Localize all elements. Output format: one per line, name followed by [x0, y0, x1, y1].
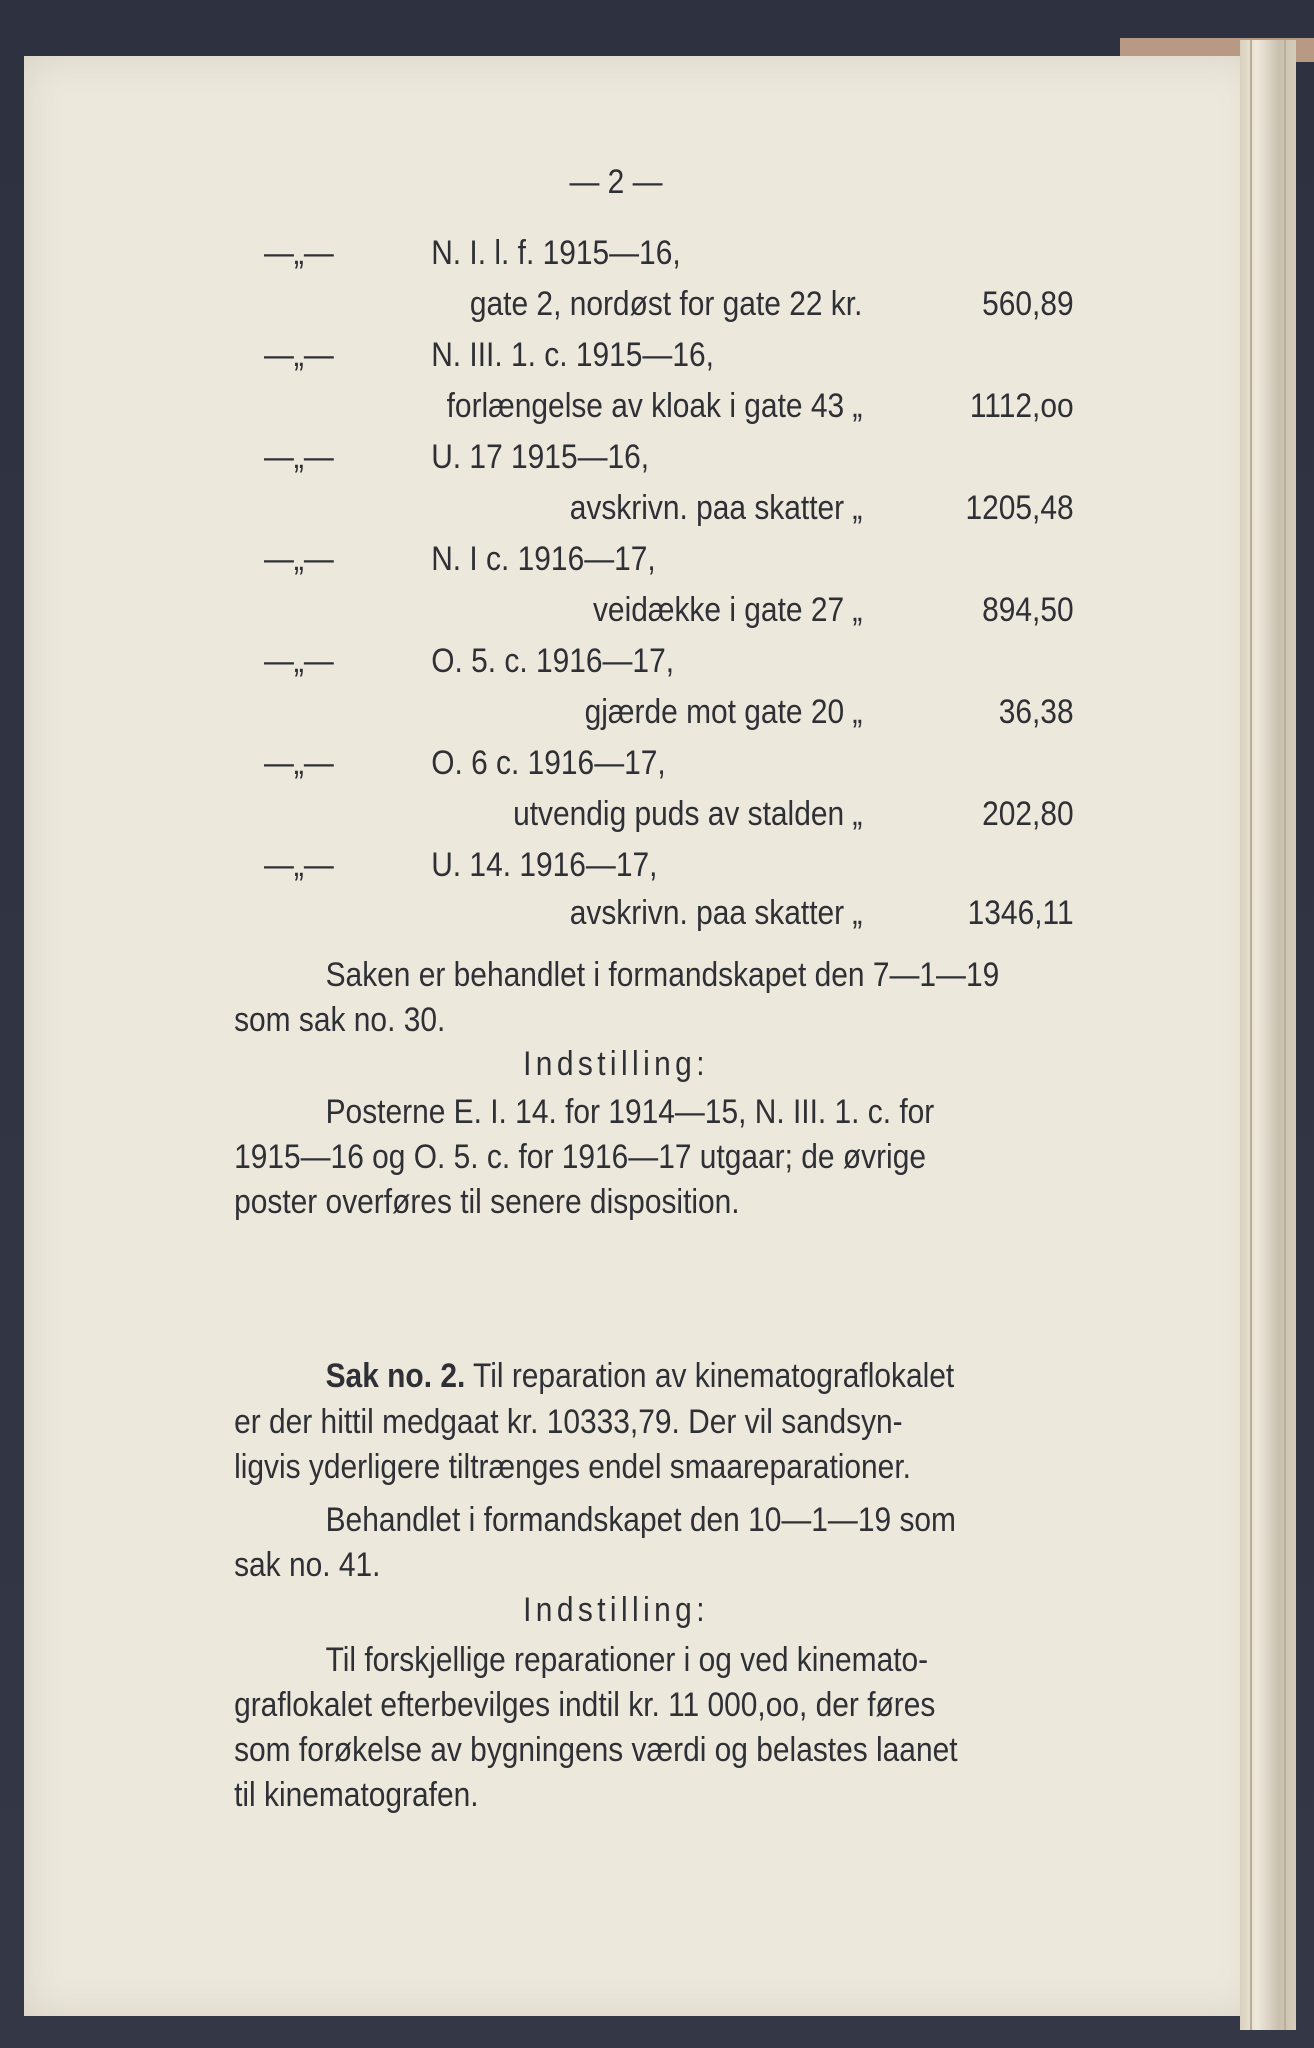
ledger-amount: 36,38 — [998, 693, 1074, 731]
ledger-amount: 1346,11 — [967, 894, 1074, 932]
recommendation-line: graflokalet efterbevilges indtil kr. 11 000,oo, der føres — [234, 1686, 936, 1724]
sak-text: ligvis yderligere tiltrænges endel smaareparationer. — [234, 1448, 911, 1486]
sak-text: Til reparation av kinematograflokalet — [465, 1357, 955, 1395]
ledger-amount: 202,80 — [982, 795, 1074, 833]
ledger-amount: 1112,oo — [969, 387, 1074, 425]
ditto-mark: —„— — [264, 438, 334, 476]
sak-label: Sak no. 2. — [325, 1357, 466, 1395]
ledger-desc: gate 2, nordøst for gate 22 kr. — [469, 285, 863, 323]
recommendation-line: poster overføres til senere disposition. — [234, 1183, 740, 1221]
ledger-ref: N. III. 1. c. 1915—16, — [431, 336, 714, 374]
ditto-mark: —„— — [264, 846, 334, 884]
ditto-mark: —„— — [264, 234, 334, 272]
ledger-ref: U. 17 1915—16, — [431, 438, 650, 476]
ledger-amount: 1205,48 — [965, 489, 1074, 527]
indstilling-heading: Indstilling: — [523, 1045, 709, 1083]
ditto-mark: —„— — [264, 336, 334, 374]
ledger-amount: 560,89 — [982, 285, 1074, 323]
recommendation-line: 1915—16 og O. 5. c. for 1916—17 utgaar; de øvrige — [234, 1138, 926, 1176]
book-spine — [1240, 40, 1296, 2030]
ledger-desc: forlængelse av kloak i gate 43 „ — [446, 387, 863, 425]
ledger-amount: 894,50 — [982, 591, 1074, 629]
ledger-desc: utvendig puds av stalden „ — [513, 795, 863, 833]
treated-note: Saken er behandlet i formandskapet den 7—1—19 — [325, 956, 1000, 994]
indstilling-heading: Indstilling: — [523, 1591, 709, 1629]
ditto-mark: —„— — [264, 642, 334, 680]
recommendation-line: til kinematografen. — [234, 1776, 479, 1814]
ledger-ref: N. I. l. f. 1915—16, — [431, 234, 681, 272]
treated-note: Behandlet i formandskapet den 10—1—19 som — [325, 1501, 956, 1539]
ledger-ref: O. 5. c. 1916—17, — [431, 642, 675, 680]
sak-text: er der hittil medgaat kr. 10333,79. Der vil sandsyn- — [234, 1403, 903, 1441]
recommendation-line: som forøkelse av bygningens værdi og belastes laanet — [234, 1731, 958, 1769]
recommendation-line: Til forskjellige reparationer i og ved kinemato- — [325, 1641, 929, 1679]
treated-note: som sak no. 30. — [234, 1001, 446, 1039]
ditto-mark: —„— — [264, 744, 334, 782]
ledger-ref: N. I c. 1916—17, — [431, 540, 656, 578]
ledger-desc: gjærde mot gate 20 „ — [584, 693, 863, 731]
sak-2-first-line — [326, 1356, 955, 1396]
ledger-desc: veidække i gate 27 „ — [592, 591, 863, 629]
page-number: — 2 — — [569, 163, 663, 201]
ditto-mark: —„— — [264, 540, 334, 578]
ledger-desc: avskrivn. paa skatter „ — [569, 894, 863, 932]
ledger-desc: avskrivn. paa skatter „ — [569, 489, 863, 527]
treated-note: sak no. 41. — [234, 1546, 381, 1584]
ledger-ref: U. 14. 1916—17, — [431, 846, 658, 884]
recommendation-line: Posterne E. I. 14. for 1914—15, N. III. 1. c. for — [325, 1093, 935, 1131]
ledger-ref: O. 6 c. 1916—17, — [431, 744, 666, 782]
